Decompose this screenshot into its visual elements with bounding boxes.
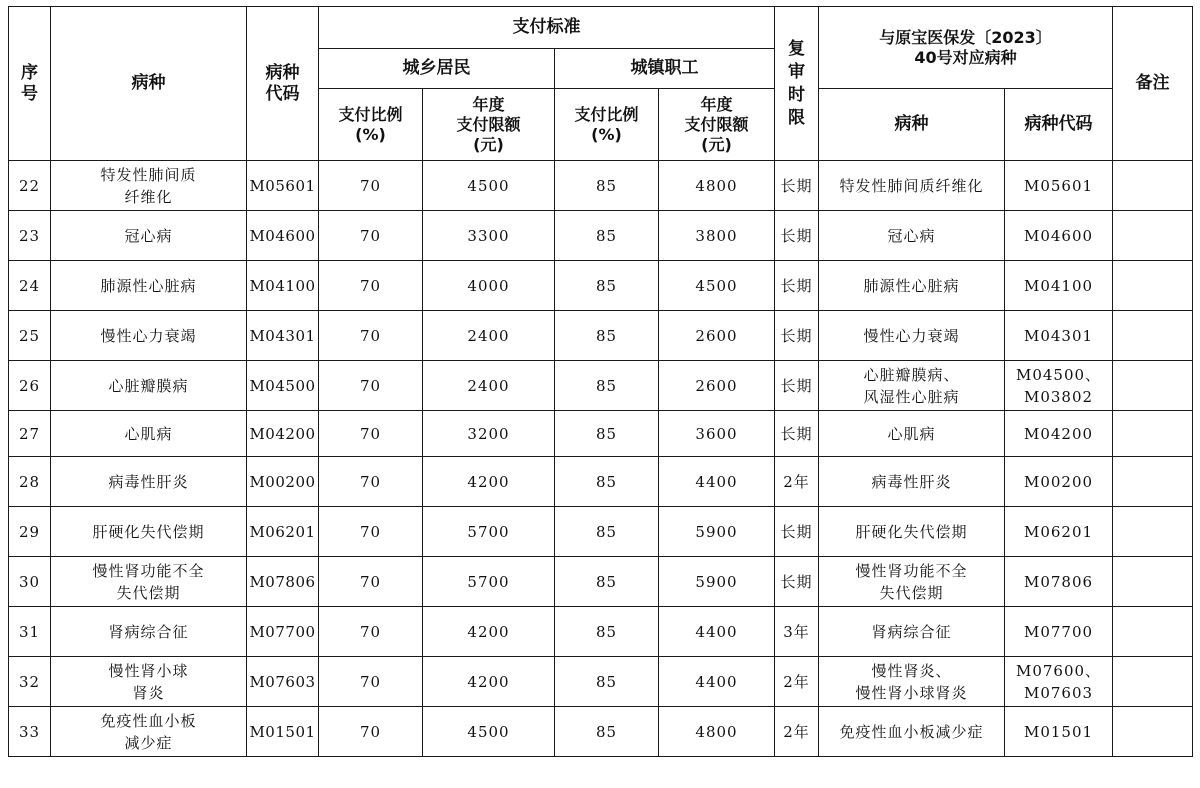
header-original-code: 病种代码 — [1005, 89, 1113, 161]
cell-disease: 慢性肾功能不全 失代偿期 — [51, 557, 247, 607]
cell-review-period: 长期 — [775, 161, 819, 211]
cell-remarks — [1113, 657, 1193, 707]
cell-seq: 27 — [9, 411, 51, 457]
table-row — [9, 361, 1193, 411]
cell-employees-ratio: 85 — [555, 507, 659, 557]
table-row — [9, 411, 1193, 457]
cell-residents-limit: 4200 — [423, 657, 555, 707]
cell-disease-code: M05601 — [247, 161, 319, 211]
cell-disease: 慢性心力衰竭 — [51, 311, 247, 361]
cell-residents-ratio: 70 — [319, 657, 423, 707]
cell-seq: 30 — [9, 557, 51, 607]
cell-disease-code: M07700 — [247, 607, 319, 657]
cell-residents-ratio: 70 — [319, 507, 423, 557]
cell-review-period: 长期 — [775, 507, 819, 557]
cell-review-period: 长期 — [775, 361, 819, 411]
cell-original-code: M04100 — [1005, 261, 1113, 311]
cell-residents-limit: 3200 — [423, 411, 555, 457]
cell-original-code: M06201 — [1005, 507, 1113, 557]
header-residents-pay-ratio: 支付比例 (%) — [319, 89, 423, 161]
header-original-disease: 病种 — [819, 89, 1005, 161]
cell-residents-limit: 5700 — [423, 507, 555, 557]
cell-review-period: 长期 — [775, 411, 819, 457]
cell-employees-ratio: 85 — [555, 161, 659, 211]
cell-seq: 31 — [9, 607, 51, 657]
cell-residents-ratio: 70 — [319, 411, 423, 457]
table-body — [9, 161, 1193, 757]
cell-original-disease: 病毒性肝炎 — [819, 457, 1005, 507]
cell-employees-ratio: 85 — [555, 607, 659, 657]
cell-review-period: 长期 — [775, 261, 819, 311]
cell-remarks — [1113, 557, 1193, 607]
cell-disease-code: M04200 — [247, 411, 319, 457]
cell-disease-code: M01501 — [247, 707, 319, 757]
cell-original-code: M04200 — [1005, 411, 1113, 457]
cell-remarks — [1113, 261, 1193, 311]
cell-disease: 肾病综合征 — [51, 607, 247, 657]
cell-employees-ratio: 85 — [555, 261, 659, 311]
cell-original-code: M07700 — [1005, 607, 1113, 657]
cell-disease: 肺源性心脏病 — [51, 261, 247, 311]
cell-seq: 26 — [9, 361, 51, 411]
header-residents-annual-limit: 年度 支付限额 (元) — [423, 89, 555, 161]
cell-residents-limit: 2400 — [423, 311, 555, 361]
cell-disease: 心脏瓣膜病 — [51, 361, 247, 411]
cell-review-period: 长期 — [775, 211, 819, 261]
cell-original-disease: 慢性心力衰竭 — [819, 311, 1005, 361]
header-disease: 病种 — [51, 7, 247, 161]
cell-disease-code: M04500 — [247, 361, 319, 411]
cell-disease: 慢性肾小球 肾炎 — [51, 657, 247, 707]
cell-employees-limit: 5900 — [659, 557, 775, 607]
cell-residents-limit: 2400 — [423, 361, 555, 411]
cell-original-code: M01501 — [1005, 707, 1113, 757]
cell-employees-ratio: 85 — [555, 657, 659, 707]
table-row — [9, 161, 1193, 211]
cell-original-disease: 慢性肾功能不全 失代偿期 — [819, 557, 1005, 607]
cell-employees-limit: 4400 — [659, 457, 775, 507]
cell-disease-code: M00200 — [247, 457, 319, 507]
cell-employees-limit: 5900 — [659, 507, 775, 557]
cell-disease: 肝硬化失代偿期 — [51, 507, 247, 557]
cell-employees-limit: 4800 — [659, 707, 775, 757]
cell-remarks — [1113, 311, 1193, 361]
cell-employees-limit: 3600 — [659, 411, 775, 457]
table-row — [9, 657, 1193, 707]
cell-original-disease: 免疫性血小板减少症 — [819, 707, 1005, 757]
cell-residents-limit: 4200 — [423, 457, 555, 507]
header-review-period: 复 审 时 限 — [775, 7, 819, 161]
cell-residents-limit: 4500 — [423, 161, 555, 211]
cell-residents-ratio: 70 — [319, 707, 423, 757]
cell-remarks — [1113, 457, 1193, 507]
cell-employees-ratio: 85 — [555, 311, 659, 361]
cell-disease: 特发性肺间质 纤维化 — [51, 161, 247, 211]
cell-employees-limit: 4400 — [659, 607, 775, 657]
cell-seq: 28 — [9, 457, 51, 507]
cell-original-disease: 心肌病 — [819, 411, 1005, 457]
cell-seq: 32 — [9, 657, 51, 707]
cell-original-code: M00200 — [1005, 457, 1113, 507]
cell-residents-ratio: 70 — [319, 457, 423, 507]
cell-employees-limit: 2600 — [659, 361, 775, 411]
cell-seq: 29 — [9, 507, 51, 557]
cell-review-period: 2年 — [775, 457, 819, 507]
cell-disease-code: M06201 — [247, 507, 319, 557]
cell-disease-code: M04301 — [247, 311, 319, 361]
cell-employees-limit: 4800 — [659, 161, 775, 211]
cell-review-period: 长期 — [775, 557, 819, 607]
cell-residents-ratio: 70 — [319, 557, 423, 607]
cell-remarks — [1113, 707, 1193, 757]
cell-employees-ratio: 85 — [555, 211, 659, 261]
header-payment-standard: 支付标准 — [319, 7, 775, 49]
table-row — [9, 311, 1193, 361]
cell-original-code: M04600 — [1005, 211, 1113, 261]
header-original-reference: 与原宝医保发〔2023〕 40号对应病种 — [819, 7, 1113, 89]
cell-residents-ratio: 70 — [319, 211, 423, 261]
cell-residents-ratio: 70 — [319, 161, 423, 211]
cell-employees-limit: 3800 — [659, 211, 775, 261]
cell-residents-ratio: 70 — [319, 261, 423, 311]
header-remarks: 备注 — [1113, 7, 1193, 161]
cell-remarks — [1113, 507, 1193, 557]
cell-seq: 25 — [9, 311, 51, 361]
cell-original-disease: 特发性肺间质纤维化 — [819, 161, 1005, 211]
cell-review-period: 3年 — [775, 607, 819, 657]
header-employees-annual-limit: 年度 支付限额 (元) — [659, 89, 775, 161]
cell-original-code: M04500、 M03802 — [1005, 361, 1113, 411]
cell-original-code: M05601 — [1005, 161, 1113, 211]
cell-disease-code: M07806 — [247, 557, 319, 607]
cell-disease: 心肌病 — [51, 411, 247, 457]
table-row — [9, 707, 1193, 757]
document-page — [8, 6, 1193, 757]
cell-residents-limit: 4000 — [423, 261, 555, 311]
table-row — [9, 211, 1193, 261]
cell-original-code: M04301 — [1005, 311, 1113, 361]
table-row — [9, 607, 1193, 657]
cell-original-disease: 冠心病 — [819, 211, 1005, 261]
cell-employees-ratio: 85 — [555, 411, 659, 457]
cell-disease-code: M07603 — [247, 657, 319, 707]
cell-disease: 冠心病 — [51, 211, 247, 261]
cell-remarks — [1113, 161, 1193, 211]
table-row — [9, 261, 1193, 311]
cell-seq: 24 — [9, 261, 51, 311]
header-employees-pay-ratio: 支付比例 (%) — [555, 89, 659, 161]
cell-residents-limit: 5700 — [423, 557, 555, 607]
cell-original-disease: 肾病综合征 — [819, 607, 1005, 657]
cell-employees-limit: 2600 — [659, 311, 775, 361]
cell-original-disease: 肺源性心脏病 — [819, 261, 1005, 311]
disease-payment-table — [8, 6, 1193, 757]
cell-disease-code: M04100 — [247, 261, 319, 311]
table-row — [9, 507, 1193, 557]
cell-disease: 免疫性血小板 减少症 — [51, 707, 247, 757]
cell-residents-limit: 4200 — [423, 607, 555, 657]
cell-seq: 33 — [9, 707, 51, 757]
cell-residents-ratio: 70 — [319, 361, 423, 411]
cell-remarks — [1113, 607, 1193, 657]
header-urban-employees: 城镇职工 — [555, 49, 775, 89]
cell-employees-ratio: 85 — [555, 557, 659, 607]
cell-original-disease: 肝硬化失代偿期 — [819, 507, 1005, 557]
cell-original-disease: 慢性肾炎、 慢性肾小球肾炎 — [819, 657, 1005, 707]
cell-review-period: 2年 — [775, 657, 819, 707]
table-header — [9, 7, 1193, 161]
cell-seq: 23 — [9, 211, 51, 261]
cell-review-period: 2年 — [775, 707, 819, 757]
cell-residents-limit: 4500 — [423, 707, 555, 757]
header-disease-code: 病种 代码 — [247, 7, 319, 161]
header-seq: 序 号 — [9, 7, 51, 161]
table-row — [9, 557, 1193, 607]
table-row — [9, 457, 1193, 507]
cell-residents-ratio: 70 — [319, 311, 423, 361]
cell-original-disease: 心脏瓣膜病、 风湿性心脏病 — [819, 361, 1005, 411]
cell-original-code: M07806 — [1005, 557, 1113, 607]
cell-employees-limit: 4500 — [659, 261, 775, 311]
header-rural-urban-residents: 城乡居民 — [319, 49, 555, 89]
cell-remarks — [1113, 411, 1193, 457]
cell-remarks — [1113, 211, 1193, 261]
cell-employees-ratio: 85 — [555, 707, 659, 757]
cell-seq: 22 — [9, 161, 51, 211]
cell-employees-limit: 4400 — [659, 657, 775, 707]
cell-residents-ratio: 70 — [319, 607, 423, 657]
cell-employees-ratio: 85 — [555, 361, 659, 411]
cell-review-period: 长期 — [775, 311, 819, 361]
cell-remarks — [1113, 361, 1193, 411]
cell-residents-limit: 3300 — [423, 211, 555, 261]
cell-disease-code: M04600 — [247, 211, 319, 261]
cell-employees-ratio: 85 — [555, 457, 659, 507]
cell-disease: 病毒性肝炎 — [51, 457, 247, 507]
cell-original-code: M07600、 M07603 — [1005, 657, 1113, 707]
